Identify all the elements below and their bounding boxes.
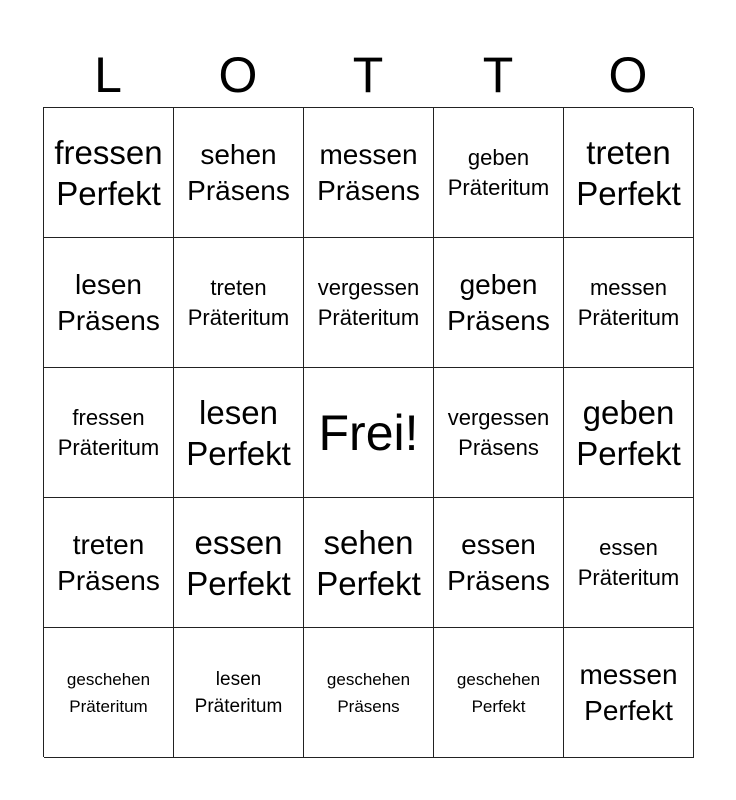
cell-word: geben [467, 144, 530, 170]
board-cell[interactable] [44, 498, 174, 628]
cell-tense: Präteritum [69, 696, 148, 716]
header-letter: L [94, 47, 122, 103]
cell-word: essen [194, 523, 283, 561]
cell-word: essen [599, 534, 658, 560]
board-cell[interactable] [174, 628, 304, 758]
cell-tense: Präteritum [317, 304, 420, 330]
cell-tense: Präsens [458, 434, 539, 460]
cell-tense: Präteritum [577, 304, 680, 330]
header-letter: T [482, 47, 514, 103]
cell-word: fressen [54, 133, 163, 171]
cell-word: geben [459, 268, 538, 300]
cell-tense: Präteritum [577, 564, 680, 590]
cell-tense: Präteritum [194, 695, 283, 717]
board-cell[interactable] [564, 238, 694, 368]
cell-tense: Präteritum [57, 434, 160, 460]
board-cell[interactable] [564, 368, 694, 498]
cell-tense: Präsens [187, 174, 290, 206]
cell-tense: Perfekt [576, 174, 681, 212]
cell-word: geschehen [456, 669, 541, 689]
board-cell[interactable] [434, 108, 564, 238]
cell-tense: Präsens [57, 304, 160, 336]
cell-word: sehen [200, 138, 277, 170]
board-cell[interactable] [434, 498, 564, 628]
cell-word: geschehen [66, 669, 151, 689]
header-letter: O [218, 47, 258, 103]
cell-word: lesen [199, 393, 278, 431]
cell-tense: Präteritum [187, 304, 290, 330]
header-letter: O [608, 47, 648, 103]
cell-tense: Präsens [447, 564, 550, 596]
board-cell[interactable] [44, 628, 174, 758]
cell-word: vergessen [317, 274, 420, 300]
cell-word: vergessen [447, 404, 550, 430]
cell-tense: Perfekt [576, 434, 681, 472]
board-cell[interactable] [434, 368, 564, 498]
board-cell[interactable] [174, 498, 304, 628]
header-letter: T [352, 47, 384, 103]
cell-word: sehen [323, 523, 414, 561]
free-space-cell[interactable] [304, 368, 434, 498]
board-cell[interactable] [434, 628, 564, 758]
cell-word: treten [210, 274, 267, 300]
cell-word: messen [589, 274, 668, 300]
cell-tense: Präsens [447, 304, 550, 336]
cell-tense: Präsens [57, 564, 160, 596]
cell-tense: Perfekt [471, 696, 526, 716]
board-cell[interactable] [304, 108, 434, 238]
cell-tense: Perfekt [56, 174, 161, 212]
board-cell[interactable] [564, 628, 694, 758]
cell-tense: Präsens [337, 696, 400, 716]
board-cell[interactable] [304, 498, 434, 628]
cell-word: messen [319, 138, 418, 170]
cell-tense: Perfekt [316, 564, 421, 602]
cell-tense: Perfekt [186, 434, 291, 472]
board-cell[interactable] [564, 498, 694, 628]
cell-tense: Perfekt [584, 694, 673, 726]
cell-tense: Perfekt [186, 564, 291, 602]
board-cell[interactable] [304, 238, 434, 368]
board-cell[interactable] [174, 238, 304, 368]
board-cell[interactable] [44, 108, 174, 238]
cell-word: lesen [75, 268, 142, 300]
cell-word: geben [582, 393, 675, 431]
board-cell[interactable] [564, 108, 694, 238]
board-cell[interactable] [44, 238, 174, 368]
board-cell[interactable] [44, 368, 174, 498]
free-space-label: Frei! [318, 404, 419, 461]
board-cell[interactable] [174, 368, 304, 498]
cell-word: messen [579, 658, 678, 690]
lotto-board [43, 107, 693, 757]
board-cell[interactable] [174, 108, 304, 238]
cell-word: lesen [215, 668, 262, 690]
lotto-header [43, 42, 693, 108]
cell-tense: Präteritum [447, 174, 550, 200]
cell-word: fressen [72, 404, 145, 430]
cell-word: treten [72, 528, 145, 560]
board-cell[interactable] [304, 628, 434, 758]
cell-word: geschehen [326, 669, 411, 689]
board-cell[interactable] [434, 238, 564, 368]
cell-tense: Präsens [317, 174, 420, 206]
cell-word: treten [586, 133, 671, 171]
cell-word: essen [461, 528, 536, 560]
